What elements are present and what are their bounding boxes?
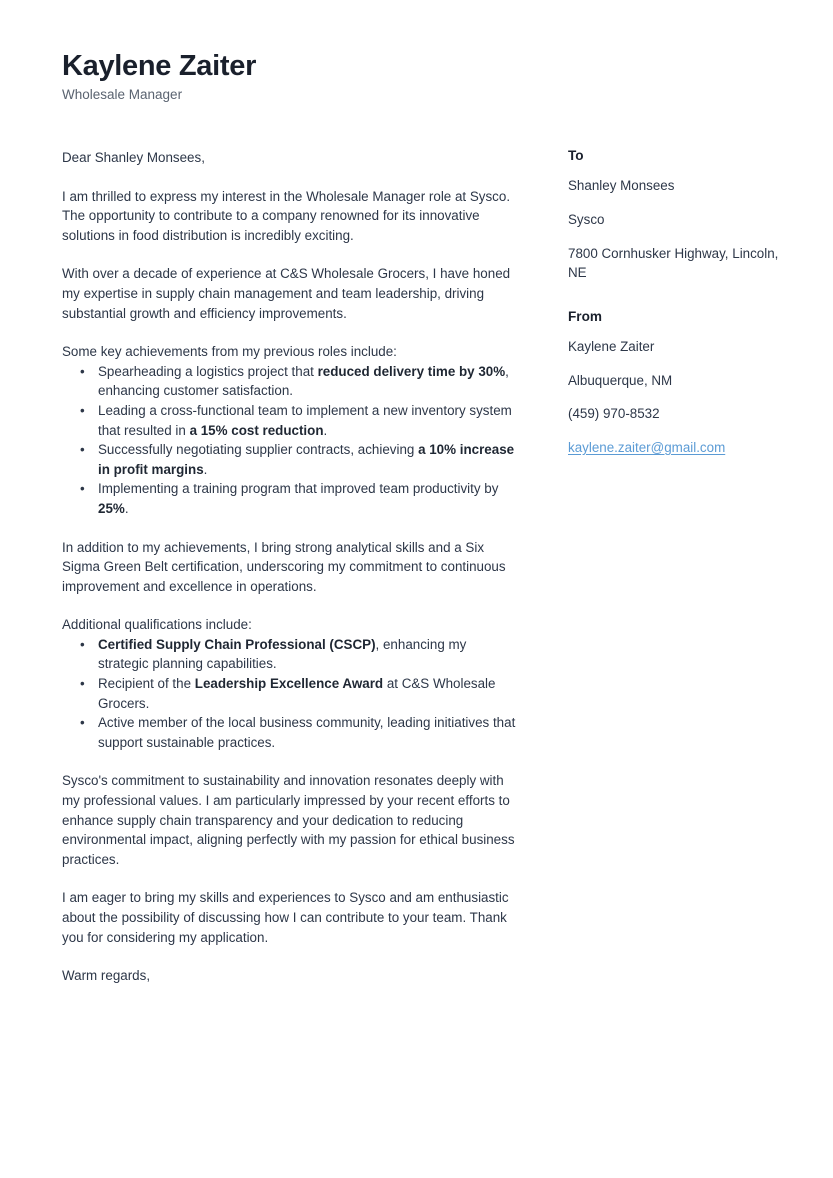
list-item	[88, 674, 519, 713]
signoff: Warm regards,	[62, 968, 151, 984]
list-item	[88, 635, 519, 674]
recipient-address: 7800 Cornhusker Highway, Lincoln, NE	[568, 245, 779, 281]
list-item	[88, 401, 519, 440]
item-text-bold: Leadership Excellence Award	[194, 676, 384, 692]
page-title: Kaylene Zaiter	[62, 50, 257, 82]
item-text-post: , enhancing my strategic planning capabilities.	[98, 636, 467, 672]
list-item	[88, 362, 519, 401]
qualifications-list	[62, 635, 519, 753]
item-text-post: .	[323, 422, 328, 438]
paragraph-4: Sysco's commitment to sustainability and innovation resonates deeply with my professional values. I am particularly impressed by your recent efforts to enhance supply chain transparency and your dedication to reducing environmental impact, aligning perfectly with my passion for ethical business practices.	[62, 773, 515, 867]
job-title: Wholesale Manager	[62, 87, 183, 103]
sender-email-line	[568, 438, 796, 458]
item-text-bold: a 10% increase in profit margins	[98, 442, 515, 477]
contact-column	[568, 148, 796, 457]
letter-body	[62, 148, 519, 1005]
sender-email-link[interactable]: kaylene.zaiter@gmail.com	[568, 439, 726, 455]
item-text-post: .	[124, 500, 129, 516]
item-text-post: , enhancing customer satisfaction.	[98, 363, 509, 399]
item-text-pre: Leading a cross-functional team to implement a new inventory system that resulted in	[98, 402, 512, 438]
recipient-company: Sysco	[568, 211, 605, 227]
item-text-pre: Implementing a training program that improved team productivity by	[98, 481, 499, 497]
item-text-pre: Successfully negotiating supplier contracts, achieving	[98, 442, 419, 458]
sender-name: Kaylene Zaiter	[568, 339, 655, 354]
list-item	[88, 440, 519, 479]
from-heading: From	[568, 308, 602, 324]
paragraph-5: I am eager to bring my skills and experiences to Sysco and am enthusiastic about the possibility of discussing how I can contribute to your team. Thank you for considering my application.	[62, 890, 509, 945]
item-text-bold: a 15% cost reduction	[189, 422, 324, 438]
sender-phone: (459) 970-8532	[568, 406, 660, 422]
item-text-pre: Spearheading a logistics project that	[98, 363, 318, 379]
achievements-intro: Some key achievements from my previous roles include:	[62, 344, 397, 360]
item-text-bold: Certified Supply Chain Professional (CSCP)	[98, 636, 376, 652]
achievements-list	[62, 362, 519, 519]
recipient-name: Shanley Monsees	[568, 178, 675, 194]
sender-location: Albuquerque, NM	[568, 372, 673, 388]
from-block	[568, 309, 796, 458]
item-text-bold: reduced delivery time by 30%	[317, 363, 506, 379]
list-item	[88, 713, 519, 752]
item-text-bold: 25%	[98, 500, 125, 516]
to-heading: To	[568, 148, 584, 163]
item-text-pre: Recipient of the	[98, 676, 195, 692]
paragraph-2: With over a decade of experience at C&S Wholesale Grocers, I have honed my expertise in supply chain management and team leadership, driving substantial growth and efficiency improvements.	[62, 266, 511, 321]
to-block	[568, 148, 796, 283]
item-text-post: .	[203, 461, 208, 477]
qualifications-intro: Additional qualifications include:	[62, 617, 252, 633]
list-item	[88, 479, 519, 518]
item-text-post: at C&S Wholesale Grocers.	[98, 676, 496, 711]
letter-header	[62, 50, 562, 104]
paragraph-1: I am thrilled to express my interest in the Wholesale Manager role at Sysco. The opportunity to contribute to a company renowned for its innovative solutions in food distribution is incredibly exciting.	[62, 188, 511, 243]
item-text-pre: Active member of the local business community, leading initiatives that support sustainable practices.	[98, 715, 516, 750]
salutation: Dear Shanley Monsees,	[62, 150, 205, 165]
paragraph-3: In addition to my achievements, I bring strong analytical skills and a Six Sigma Green Belt certification, underscoring my commitment to continuous improvement and excellence in operations.	[62, 539, 506, 594]
